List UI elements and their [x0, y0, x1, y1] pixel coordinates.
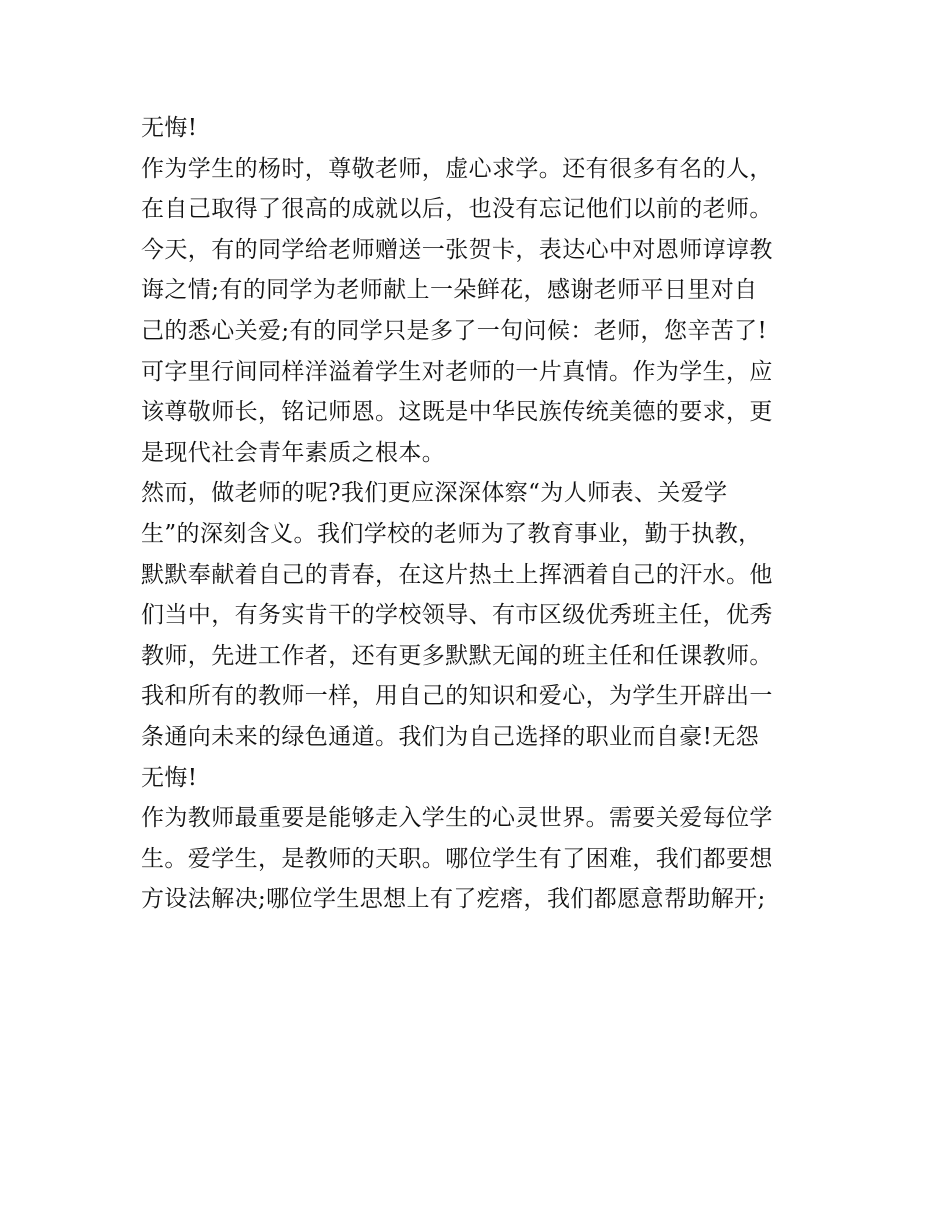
text-line: 们当中，有务实肯干的学校领导、有市区级优秀班主任，优秀: [141, 602, 773, 629]
text-line: 生”的深刻含义。我们学校的老师为了教育事业，勤于执教，: [141, 520, 762, 547]
text-line: 该尊敬师长，铭记师恩。这既是中华民族传统美德的要求，更: [141, 399, 773, 426]
text-line: 默默奉献着自己的青春，在这片热土上挥洒着自己的汗水。他: [141, 561, 773, 588]
document-body: [141, 108, 821, 920]
text-line: 今天，有的同学给老师赠送一张贺卡，表达心中对恩师谆谆教: [141, 236, 773, 263]
text-line: 是现代社会青年素质之根本。: [141, 439, 446, 466]
text-line: 无悔!: [141, 115, 198, 141]
text-line: 诲之情;有的同学为老师献上一朵鲜花，感谢老师平日里对自: [141, 277, 758, 304]
text-line: 我和所有的教师一样，用自己的知识和爱心，为学生开辟出一: [141, 683, 773, 710]
text-line: 教师，先进工作者，还有更多默默无闻的班主任和任课教师。: [141, 642, 773, 669]
text-line: 然而，做老师的呢?我们更应深深体察“为人师表、关爱学: [141, 480, 728, 507]
text-line: 方设法解决;哪位学生思想上有了疙瘩，我们都愿意帮助解开;: [141, 886, 766, 913]
text-line: 己的悉心关爱;有的同学只是多了一句问候：老师，您辛苦了!: [141, 317, 768, 344]
text-line: 条通向未来的绿色通道。我们为自己选择的职业而自豪!无怨: [141, 723, 760, 750]
text-line: 作为学生的杨时，尊敬老师，虚心求学。还有很多有名的人，: [141, 155, 773, 182]
text-line: 作为教师最重要是能够走入学生的心灵世界。需要关爱每位学: [141, 805, 773, 832]
text-line: 无悔!: [141, 764, 198, 791]
text-line: 生。爱学生，是教师的天职。哪位学生有了困难，我们都要想: [141, 845, 773, 872]
text-line: 在自己取得了很高的成就以后，也没有忘记他们以前的老师。: [141, 196, 773, 223]
text-line: 可字里行间同样洋溢着学生对老师的一片真情。作为学生，应: [141, 358, 773, 385]
